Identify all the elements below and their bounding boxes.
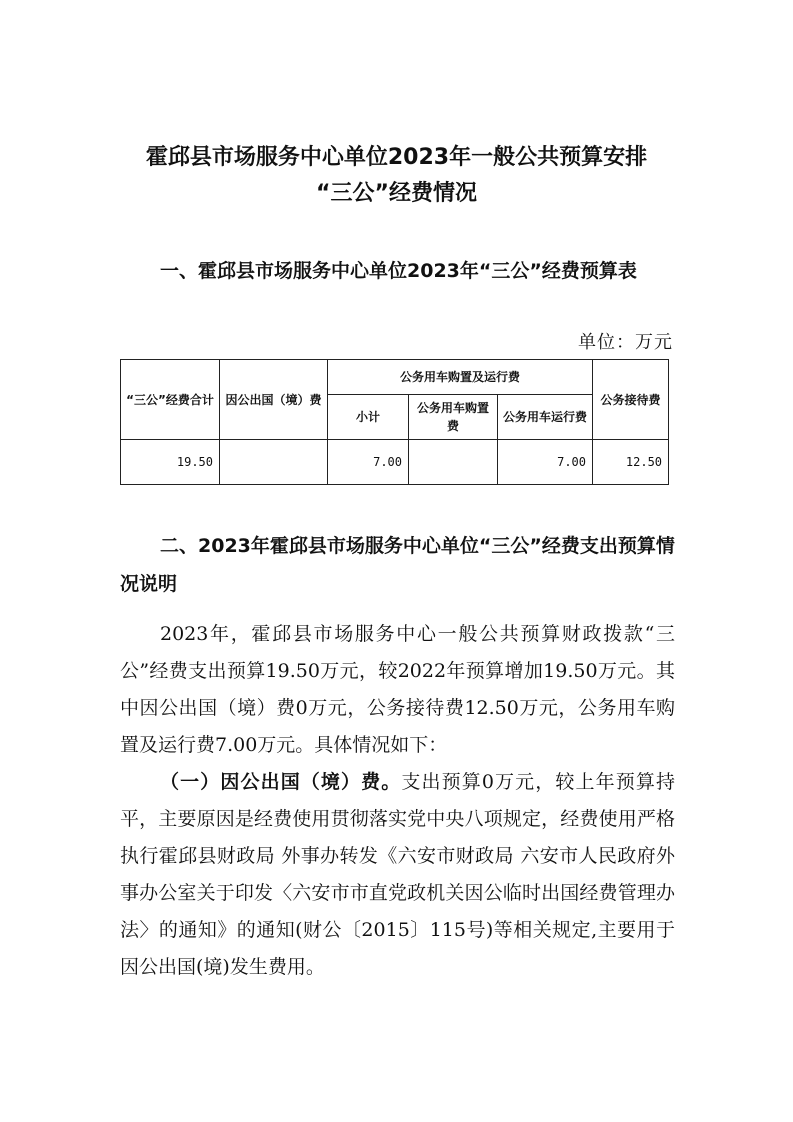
table-row	[121, 440, 669, 485]
header-subtotal: 小计	[328, 395, 409, 440]
unit-label: 单位：万元	[578, 332, 673, 353]
section2-heading: 二、2023年霍邱县市场服务中心单位“三公”经费支出预算情况说明	[120, 535, 675, 595]
cell-reception: 12.50	[593, 440, 669, 485]
paragraph-abroad-expense	[120, 764, 675, 986]
paragraph-body: 支出预算0万元，较上年预算持平，主要原因是经费使用贯彻落实党中央八项规定，经费使用严格执行霍邱县财政局 外事办转发《六安市财政局 六安市人民政府外事办公室关于印发〈六安市市直党政机关因公临时出国经费管理办法〉的通知》的通知(财公〔2015〕115号)等相关规定,主要用于因公出国(境)发生费用。	[120, 771, 675, 978]
cell-vehicle-operation: 7.00	[498, 440, 593, 485]
cell-vehicle-purchase	[409, 440, 498, 485]
header-total: “三公”经费合计	[121, 360, 220, 440]
header-reception: 公务接待费	[593, 360, 669, 440]
cell-subtotal: 7.00	[328, 440, 409, 485]
header-abroad: 因公出国（境）费	[220, 360, 328, 440]
document-title-line2: “三公”经费情况	[316, 181, 477, 206]
paragraph-overview: 2023年，霍邱县市场服务中心一般公共预算财政拨款“三公”经费支出预算19.50万元，较2022年预算增加19.50万元。其中因公出国（境）费0万元，公务接待费12.50万元，公务用车购置及运行费7.00万元。具体情况如下：	[120, 623, 675, 756]
document-title-line1: 霍邱县市场服务中心单位2023年一般公共预算安排	[145, 145, 648, 170]
paragraph-lead: （一）因公出国（境）费。	[160, 771, 402, 793]
header-vehicle-purchase: 公务用车购置费	[409, 395, 498, 440]
section1-heading: 一、霍邱县市场服务中心单位2023年“三公”经费预算表	[160, 260, 637, 282]
header-vehicle-operation: 公务用车运行费	[498, 395, 593, 440]
header-vehicle-group: 公务用车购置及运行费	[328, 360, 593, 395]
three-public-budget-table	[120, 359, 669, 485]
cell-total: 19.50	[121, 440, 220, 485]
cell-abroad	[220, 440, 328, 485]
